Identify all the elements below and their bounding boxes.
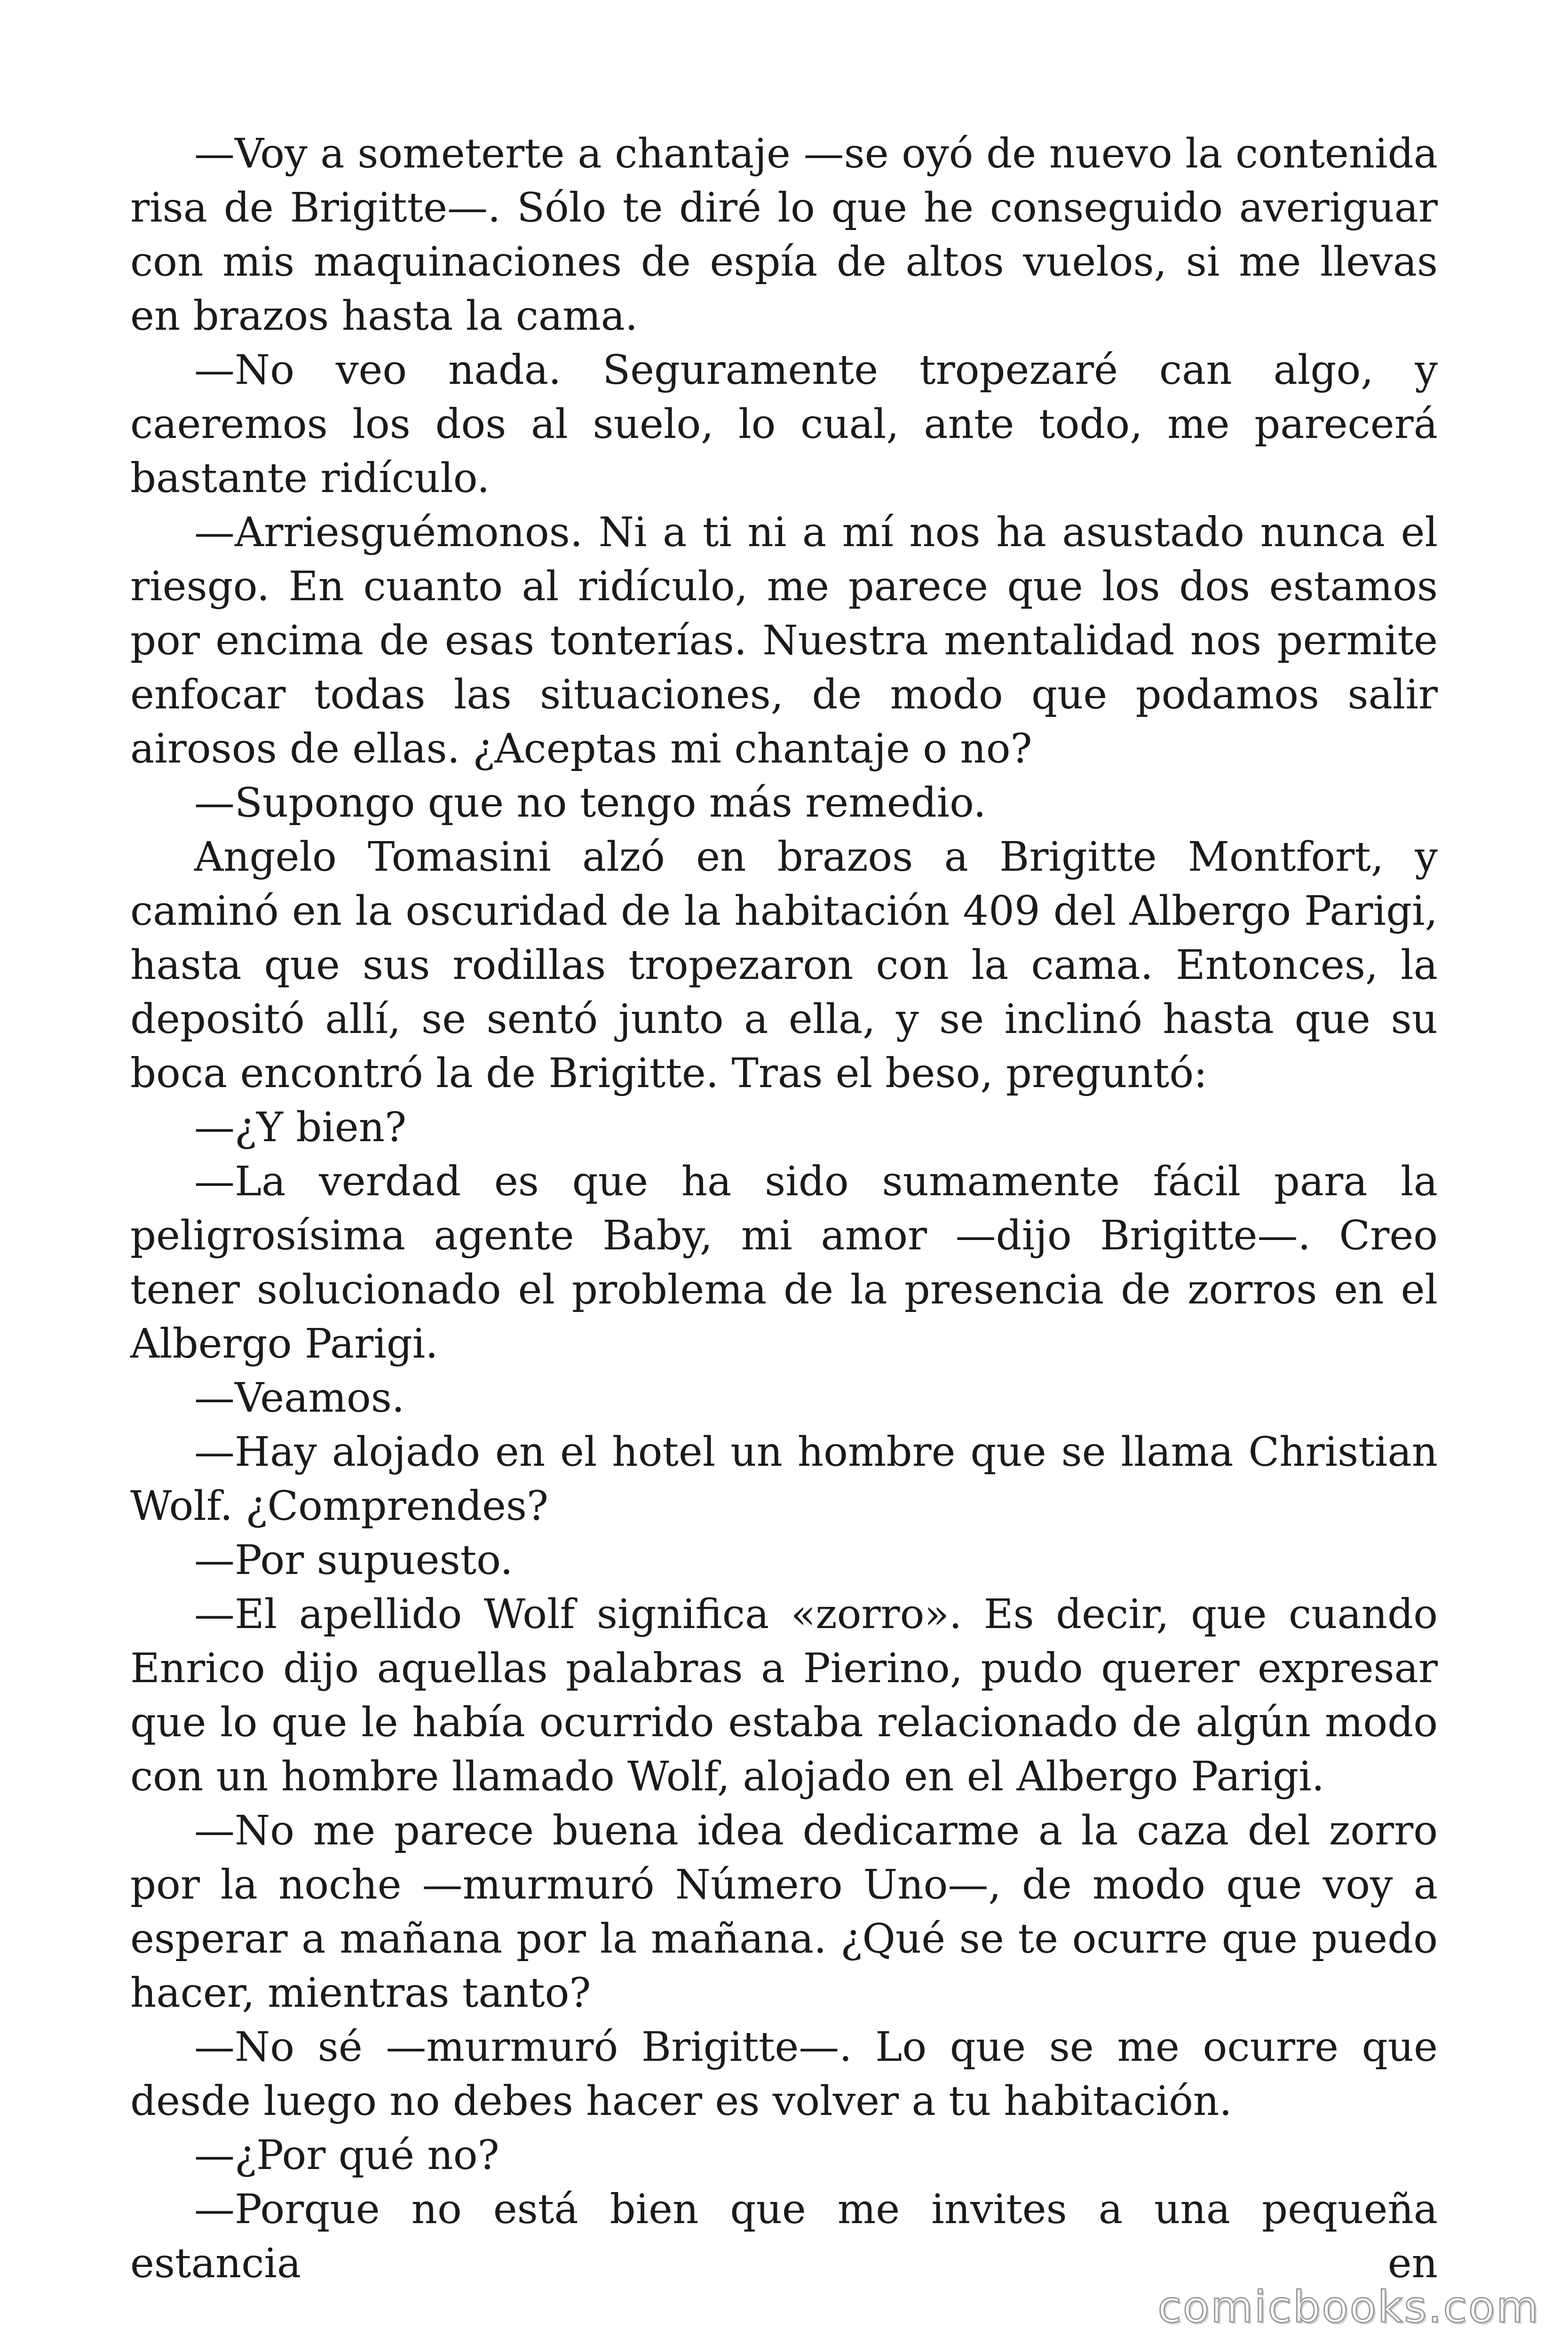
paragraph-last: —Porque no está bien que me invites a una pequeña estancia en <box>130 2186 1438 2287</box>
paragraph: —Veamos. <box>194 1375 405 1422</box>
paragraph: —¿Y bien? <box>194 1104 407 1151</box>
paragraph: —Voy a someterte a chantaje —se oyó de nuevo la contenida risa de Brigitte—. Sólo te diré lo que he conseguido averiguar con mis maquinaciones de espía de altos vuelos, si me llevas en brazos hasta la cama. <box>130 130 1438 340</box>
paragraph: —No veo nada. Seguramente tropezaré can algo, y caeremos los dos al suelo, lo cual, ante todo, me parecerá bastante ridículo. <box>130 347 1438 502</box>
paragraph: —Arriesguémonos. Ni a ti ni a mí nos ha asustado nunca el riesgo. En cuanto al ridículo, me parece que los dos estamos por encima de esas tonterías. Nuestra mentalidad nos permite enfocar todas las situaciones, de modo que podamos salir airosos de ellas. ¿Aceptas mi chantaje o no? <box>130 509 1438 772</box>
paragraph: —No me parece buena idea dedicarme a la caza del zorro por la noche —murmuró Número Uno—, de modo que voy a esperar a mañana por la mañana. ¿Qué se te ocurre que puedo hacer, mientras tanto? <box>130 1807 1438 2017</box>
watermark: comicbooks.com <box>1157 2282 1540 2332</box>
body-text <box>130 127 1438 2291</box>
paragraph: —No sé —murmuró Brigitte—. Lo que se me ocurre que desde luego no debes hacer es volver a tu habitación. <box>130 2024 1438 2125</box>
paragraph: —¿Por qué no? <box>194 2132 499 2179</box>
paragraph: —Hay alojado en el hotel un hombre que se llama Christian Wolf. ¿Comprendes? <box>130 1429 1438 1530</box>
paragraph: —Supongo que no tengo más remedio. <box>194 779 986 826</box>
paragraph: —La verdad es que ha sido sumamente fácil para la peligrosísima agente Baby, mi amor —dijo Brigitte—. Creo tener solucionado el problema de la presencia de zorros en el Albergo Parigi. <box>130 1158 1438 1367</box>
paragraph: —El apellido Wolf significa «zorro». Es decir, que cuando Enrico dijo aquellas palabras a Pierino, pudo querer expresar que lo que le había ocurrido estaba relacionado de algún modo con un hombre llamado Wolf, alojado en el Albergo Parigi. <box>130 1591 1438 1800</box>
paragraph: —Por supuesto. <box>194 1537 513 1584</box>
paragraph: Angelo Tomasini alzó en brazos a Brigitte Montfort, y caminó en la oscuridad de la habitación 409 del Albergo Parigi, hasta que sus rodillas tropezaron con la cama. Entonces, la depositó allí, se sentó junto a ella, y se inclinó hasta que su boca encontró la de Brigitte. Tras el beso, preguntó: <box>130 834 1438 1097</box>
